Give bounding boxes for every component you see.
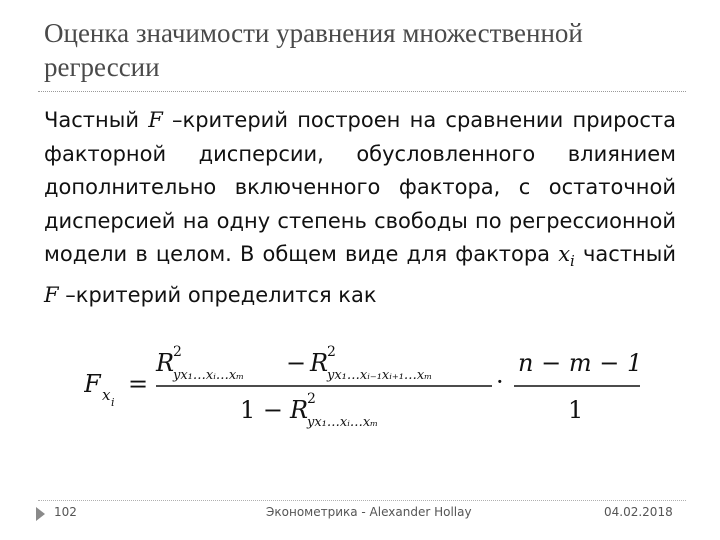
paragraph-text-4: –критерий определится как	[58, 282, 377, 307]
paragraph-text-1: Частный	[44, 108, 149, 132]
formula-frac2-den: 1	[568, 396, 584, 424]
formula-den-R-sup: 2	[307, 391, 316, 407]
math-F: F	[148, 108, 163, 132]
formula-num-R2-sup: 2	[327, 344, 336, 360]
formula-lhs-sub-x: x	[102, 386, 111, 404]
formula-den-one-minus: 1 −	[240, 396, 284, 424]
formula-lhs-sub-i: i	[111, 396, 115, 409]
math-i-subscript: i	[570, 252, 575, 271]
math-F: F	[44, 282, 59, 307]
triangle-marker-icon	[36, 507, 45, 521]
footer-author: Эконометрика - Alexander Hollay	[266, 505, 472, 519]
paragraph-text-3: частный	[574, 242, 676, 266]
formula-num-R2: R	[310, 349, 329, 377]
formula-multiply-dot: ·	[496, 368, 504, 396]
partial-f-formula	[84, 340, 684, 440]
math-x: x	[558, 242, 571, 266]
formula-num-R1: R	[156, 349, 175, 377]
page-number: 102	[54, 505, 77, 519]
formula-num-R1-sup: 2	[173, 344, 182, 360]
footer-divider	[38, 500, 686, 501]
paragraph-text-2: –критерий построен на сравнении прироста факторной дисперсии, обусловленного влиянием дополнительно включенного фактора, с остаточной дисперсией на одну степень свободы по регрессионной модели в целом. В общем виде для фактора	[44, 108, 676, 266]
formula-num-minus: −	[286, 349, 307, 377]
formula-den-R-sub: yx₁…xᵢ…xₘ	[307, 415, 379, 430]
body-paragraph	[44, 104, 676, 312]
formula-num-R2-sub: yx₁…xᵢ₋₁xᵢ₊₁…xₘ	[327, 368, 433, 383]
title-divider	[38, 91, 686, 92]
formula-frac2-num: n − m − 1	[518, 349, 643, 377]
formula-num-R1-sub: yx₁…xᵢ…xₘ	[173, 368, 245, 383]
slide-title: Оценка значимости уравнения множественной регрессии	[44, 18, 583, 82]
footer-date: 04.02.2018	[604, 505, 673, 519]
formula-lhs-F: F	[84, 370, 101, 398]
formula-den-R: R	[290, 396, 309, 424]
formula-equals: =	[128, 370, 149, 398]
